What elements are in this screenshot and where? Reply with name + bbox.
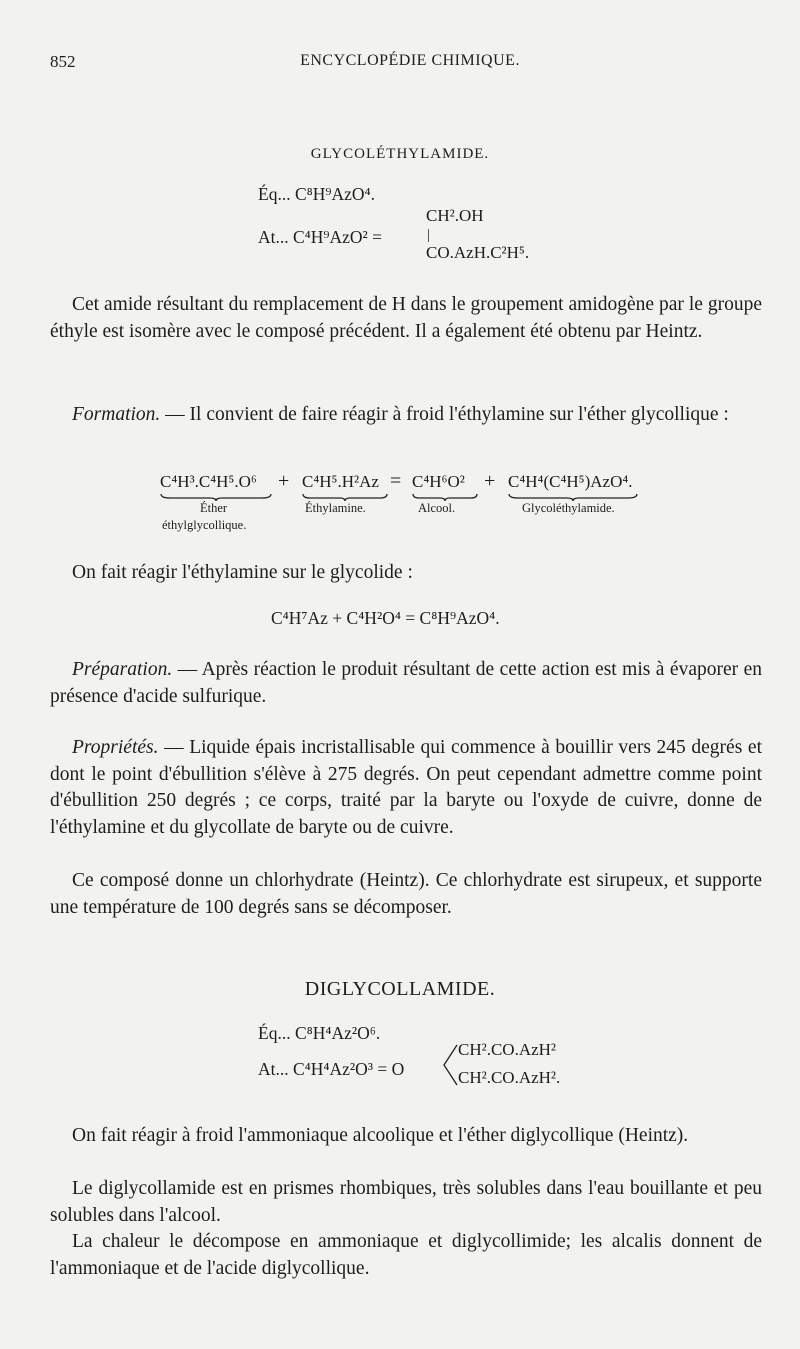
formation-text: — Il convient de faire réagir à froid l'éthylamine sur l'éther glycollique : [160,404,729,425]
paragraph-glycolide: On fait réagir l'éthylamine sur le glycolide : [72,562,413,583]
at-structure-bar: | [427,227,431,243]
reaction1-op-1: + [278,470,290,492]
label-ethylglycollique: éthylglycollique. [162,518,247,532]
brace-4 [508,493,638,501]
eq-line [258,184,375,205]
section-title-glycolethylamide: GLYCOLÉTHYLAMIDE. [310,146,490,162]
section-title-diglycollamide: DIGLYCOLLAMIDE. [304,978,496,1000]
proprietes-label: Propriétés. [72,737,159,758]
at-label: At... [258,227,289,247]
running-title: ENCYCLOPÉDIE CHIMIQUE. [300,52,520,69]
label-alcool: Alcool. [418,501,456,515]
preparation-label: Préparation. [72,659,173,680]
reaction1-op-3: + [484,470,496,492]
label-ether: Éther [200,501,228,515]
formation-label: Formation. [72,404,161,425]
at2-structure-bottom: CH².CO.AzH². [458,1068,561,1087]
paragraph-prismes: Le diglycollamide est en prismes rhombiques, très solubles dans l'eau bouillante et peu solubles dans l'alcool. [50,1178,762,1226]
paragraph-formation [50,402,762,429]
reaction1-term-2: C⁴H⁵.H²Az [302,472,379,491]
paragraph-proprietes [50,735,762,841]
reaction-equation-2: C⁴H⁷Az + C⁴H²O⁴ = C⁸H⁹AzO⁴. [271,608,500,628]
eq2-formula: C⁸H⁴Az²O⁶. [294,1023,381,1043]
at2-structure-top: CH².CO.AzH² [458,1040,557,1059]
at2-formula: C⁴H⁴Az²O³ = O [293,1059,405,1079]
eq2-label: Éq... [258,1023,291,1043]
reaction1-term-1: C⁴H³.C⁴H⁵.O⁶ [160,472,257,491]
at-line-2 [258,1059,404,1080]
preparation-text: — Après réaction le produit résultant de cette action est mis à évaporer en présence d'acide sulfurique. [50,659,762,707]
eq-label: Éq... [258,184,291,204]
bracket-angle [442,1042,458,1093]
page-number: 852 [50,52,76,71]
paragraph-chlorhydrate: Ce composé donne un chlorhydrate (Heintz). Ce chlorhydrate est sirupeux, et supporte une température de 100 degrés sans se décomposer. [50,870,762,918]
paragraph-isomere: Cet amide résultant du remplacement de H dans le groupement amidogène par le groupe éthyle est isomère avec le composé précédent. Il a également été obtenu par Heintz. [50,294,762,342]
at-line [258,227,382,248]
reaction1-term-4: C⁴H⁴(C⁴H⁵)AzO⁴. [508,472,633,491]
paragraph-preparation [50,657,762,710]
reaction1-op-2: = [390,470,402,492]
at2-label: At... [258,1059,289,1079]
paragraph-ammoniaque: On fait réagir à froid l'ammoniaque alcoolique et l'éther diglycollique (Heintz). [72,1125,689,1146]
label-glycolethylamide: Glycoléthylamide. [522,501,615,515]
brace-1 [160,493,272,501]
eq-line-2 [258,1023,380,1044]
brace-3 [412,493,478,501]
proprietes-text: — Liquide épais incristallisable qui commence à bouillir vers 245 degrés et dont le point d'ébullition s'élève à 275 degrés. On peut cependant admettre comme point d'ébullition 250 degrés ; ce corps, traité par la baryte ou l'oxyde de cuivre, donne de l'éthylamine et du glycollate de baryte ou de cuivre. [50,737,762,838]
reaction1-term-3: C⁴H⁶O² [412,472,465,491]
label-ethylamine: Éthylamine. [305,501,366,515]
eq-formula: C⁸H⁹AzO⁴. [294,184,375,204]
paragraph-chaleur: La chaleur le décompose en ammoniaque et diglycollimide; les alcalis donnent de l'ammoniaque et de l'acide diglycollique. [50,1231,762,1279]
at-formula: C⁴H⁹AzO² = [293,227,383,247]
at-structure-bottom: CO.AzH.C²H⁵. [426,243,530,262]
at-structure-top: CH².OH [426,206,484,225]
brace-2 [302,493,388,501]
